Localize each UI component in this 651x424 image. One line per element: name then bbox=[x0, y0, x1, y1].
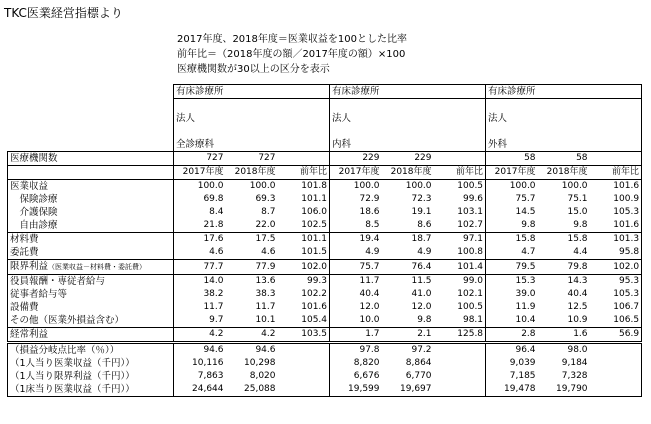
row-label bbox=[8, 328, 174, 343]
value-cell: 40.4 bbox=[567, 289, 588, 299]
value-cell bbox=[278, 357, 330, 370]
value-cell: 4.2 bbox=[226, 328, 278, 343]
column-header: 2018年度 bbox=[538, 166, 590, 180]
row-label-text: 医業収益 bbox=[10, 181, 49, 192]
value-cell: 1.6 bbox=[538, 328, 590, 343]
count-row bbox=[8, 152, 642, 166]
row-label-text: 限界利益 bbox=[10, 261, 49, 272]
column-header: 2017年度 bbox=[486, 166, 538, 180]
row-label bbox=[8, 357, 174, 370]
value-cell: 7,328 bbox=[561, 371, 588, 381]
row-label-text: 設備費 bbox=[10, 302, 39, 313]
value-cell: 2.8 bbox=[486, 328, 538, 343]
row-label-note: （医業収益－材料費・委託費） bbox=[48, 263, 147, 271]
value-cell: 6,770 bbox=[405, 371, 432, 381]
column-header: 前年比 bbox=[590, 166, 642, 180]
spacer-cell bbox=[330, 125, 486, 138]
value-cell bbox=[278, 370, 330, 383]
group-corp-header: 法人 bbox=[174, 112, 330, 125]
value-cell: 15.8 bbox=[486, 233, 538, 247]
table-row bbox=[8, 193, 642, 206]
value-cell: 75.7 bbox=[330, 260, 382, 275]
value-cell: 100.0 bbox=[330, 180, 382, 194]
value-cell bbox=[590, 370, 642, 383]
header-spacer-row bbox=[8, 125, 642, 138]
table-row bbox=[8, 260, 642, 275]
value-cell: 10,298 bbox=[244, 358, 276, 368]
value-cell: 105.3 bbox=[590, 206, 642, 219]
value-cell: 18.6 bbox=[330, 206, 382, 219]
value-cell: 8.5 bbox=[330, 219, 382, 233]
value-cell: 125.8 bbox=[434, 328, 486, 343]
value-cell: 98.1 bbox=[434, 314, 486, 328]
value-cell: 14.3 bbox=[567, 276, 588, 286]
spacer-cell bbox=[486, 99, 642, 113]
value-cell bbox=[590, 357, 642, 370]
value-cell: 56.9 bbox=[590, 328, 642, 343]
header-spacer-row bbox=[8, 99, 642, 113]
value-cell: 101.1 bbox=[301, 194, 328, 204]
row-label bbox=[8, 233, 174, 247]
value-cell: 101.1 bbox=[301, 234, 328, 244]
column-header-row bbox=[8, 166, 642, 180]
column-header: 2018年度 bbox=[382, 166, 434, 180]
row-label-text: 自由診療 bbox=[10, 220, 58, 231]
value-cell: 11.5 bbox=[411, 276, 432, 286]
value-cell: 15.0 bbox=[567, 207, 588, 217]
value-cell: 100.8 bbox=[434, 246, 486, 260]
value-cell: 101.5 bbox=[278, 246, 330, 260]
value-cell: 8,820 bbox=[330, 357, 382, 370]
value-cell: 10.0 bbox=[330, 314, 382, 328]
value-cell: 106.7 bbox=[590, 301, 642, 314]
row-label-text: 委託費 bbox=[10, 247, 39, 258]
value-cell: 96.4 bbox=[486, 343, 538, 358]
value-cell: 9.8 bbox=[382, 314, 434, 328]
value-cell: 94.6 bbox=[174, 343, 226, 358]
value-cell: 103.1 bbox=[457, 207, 484, 217]
value-cell: 102.0 bbox=[590, 260, 642, 275]
value-cell: 106.0 bbox=[301, 207, 328, 217]
value-cell: 10.9 bbox=[538, 314, 590, 328]
value-cell: 100.0 bbox=[486, 180, 538, 194]
value-cell: 100.5 bbox=[457, 181, 484, 191]
spacer-cell bbox=[486, 125, 642, 138]
value-cell: 76.4 bbox=[382, 260, 434, 275]
value-cell: 101.8 bbox=[301, 181, 328, 191]
count-cell: 58 bbox=[538, 152, 590, 166]
group-type-header: 有床診療所 bbox=[486, 85, 642, 99]
value-cell: 106.5 bbox=[590, 314, 642, 328]
corner-cell bbox=[8, 125, 174, 138]
row-label bbox=[8, 288, 174, 301]
value-cell: 101.6 bbox=[590, 180, 642, 194]
value-cell bbox=[434, 343, 486, 358]
count-cell: 727 bbox=[226, 152, 278, 166]
value-cell: 95.8 bbox=[590, 246, 642, 260]
value-cell: 40.4 bbox=[330, 288, 382, 301]
value-cell: 13.6 bbox=[255, 276, 276, 286]
value-cell: 99.6 bbox=[462, 194, 484, 204]
value-cell: 99.0 bbox=[462, 276, 484, 286]
value-cell: 77.7 bbox=[174, 260, 226, 275]
value-cell: 72.3 bbox=[411, 194, 432, 204]
count-cell: 229 bbox=[382, 152, 434, 166]
value-cell: 79.5 bbox=[486, 260, 538, 275]
value-cell: 8.7 bbox=[261, 207, 276, 217]
row-label-text: その他（医業外損益含む） bbox=[10, 315, 125, 326]
value-cell: 77.9 bbox=[226, 260, 278, 275]
note-ratio: 2017年度、2018年度＝医業収益を100とした比率 bbox=[177, 34, 407, 45]
value-cell: 100.0 bbox=[405, 181, 432, 191]
row-label bbox=[8, 260, 174, 275]
value-cell: 15.3 bbox=[486, 275, 538, 289]
value-cell: 102.5 bbox=[278, 219, 330, 233]
row-label-text: 従事者給与等 bbox=[10, 289, 68, 300]
value-cell: 38.3 bbox=[255, 289, 276, 299]
corner-cell bbox=[8, 166, 174, 180]
value-cell bbox=[278, 343, 330, 358]
value-cell: 4.6 bbox=[226, 246, 278, 260]
value-cell bbox=[434, 370, 486, 383]
value-cell: 14.5 bbox=[486, 206, 538, 219]
value-cell: 1.7 bbox=[330, 328, 382, 343]
spacer-cell bbox=[174, 99, 330, 113]
value-cell: 8,864 bbox=[405, 358, 432, 368]
value-cell: 102.1 bbox=[457, 289, 484, 299]
group-dept-header: 全診療科 bbox=[174, 138, 330, 152]
row-label-text: （1床当り医業収益（千円）） bbox=[10, 384, 135, 395]
value-cell: 4.2 bbox=[174, 328, 226, 343]
value-cell: 14.0 bbox=[174, 275, 226, 289]
row-label-text: 保険診療 bbox=[10, 194, 58, 205]
corner-cell bbox=[8, 85, 174, 99]
value-cell: 94.6 bbox=[255, 345, 276, 355]
header-type-row bbox=[8, 85, 642, 99]
row-label: 医療機関数 bbox=[8, 152, 174, 166]
value-cell: 19,599 bbox=[330, 383, 382, 397]
row-label-text: （1人当り医業収益（千円）） bbox=[10, 358, 135, 369]
value-cell: 97.1 bbox=[462, 234, 484, 244]
value-cell: 102.2 bbox=[301, 289, 328, 299]
value-cell: 101.6 bbox=[301, 302, 328, 312]
value-cell: 8.4 bbox=[174, 206, 226, 219]
row-label-text: 役員報酬・専従者給与 bbox=[10, 276, 106, 287]
value-cell: 24,644 bbox=[174, 383, 226, 397]
group-type-header: 有床診療所 bbox=[174, 85, 330, 99]
spacer-cell bbox=[330, 99, 486, 113]
value-cell: 97.8 bbox=[330, 343, 382, 358]
table-row bbox=[8, 370, 642, 383]
row-label bbox=[8, 180, 174, 194]
value-cell: 4.7 bbox=[486, 246, 538, 260]
table-row bbox=[8, 343, 642, 358]
value-cell: 102.0 bbox=[278, 260, 330, 275]
value-cell: 97.2 bbox=[411, 345, 432, 355]
value-cell: 10.4 bbox=[486, 314, 538, 328]
value-cell: 12.0 bbox=[330, 301, 382, 314]
value-cell bbox=[278, 383, 330, 397]
column-header: 2017年度 bbox=[174, 166, 226, 180]
row-label-text: （損益分岐点比率（％）） bbox=[10, 345, 120, 356]
value-cell: 10,116 bbox=[174, 357, 226, 370]
column-header: 前年比 bbox=[278, 166, 330, 180]
value-cell bbox=[434, 383, 486, 397]
value-cell: 105.3 bbox=[590, 288, 642, 301]
table-row bbox=[8, 233, 642, 247]
row-label bbox=[8, 193, 174, 206]
note-yoy: 前年比＝（2018年度の額／2017年度の額）×100 bbox=[177, 49, 406, 60]
row-label bbox=[8, 383, 174, 397]
column-header: 2018年度 bbox=[226, 166, 278, 180]
value-cell: 17.5 bbox=[255, 234, 276, 244]
value-cell: 72.9 bbox=[330, 193, 382, 206]
value-cell: 25,088 bbox=[226, 383, 278, 397]
value-cell: 38.2 bbox=[174, 288, 226, 301]
count-cell bbox=[434, 152, 486, 166]
value-cell: 99.3 bbox=[306, 276, 328, 286]
value-cell: 4.6 bbox=[174, 246, 226, 260]
header-corp-row bbox=[8, 112, 642, 125]
corner-cell bbox=[8, 138, 174, 152]
value-cell: 4.9 bbox=[382, 246, 434, 260]
value-cell: 100.0 bbox=[561, 181, 588, 191]
value-cell: 103.5 bbox=[278, 328, 330, 343]
table-row bbox=[8, 328, 642, 343]
value-cell: 22.0 bbox=[226, 219, 278, 233]
value-cell bbox=[590, 383, 642, 397]
row-label bbox=[8, 275, 174, 289]
value-cell: 17.6 bbox=[174, 233, 226, 247]
count-cell bbox=[278, 152, 330, 166]
value-cell: 6,676 bbox=[330, 370, 382, 383]
table-row bbox=[8, 246, 642, 260]
row-label-text: 介護保険 bbox=[10, 207, 58, 218]
value-cell: 69.8 bbox=[174, 193, 226, 206]
row-label bbox=[8, 301, 174, 314]
value-cell: 69.3 bbox=[255, 194, 276, 204]
column-header: 前年比 bbox=[434, 166, 486, 180]
row-label bbox=[8, 219, 174, 233]
value-cell: 19,790 bbox=[538, 383, 590, 397]
value-cell: 75.7 bbox=[486, 193, 538, 206]
value-cell: 100.0 bbox=[249, 181, 276, 191]
row-label bbox=[8, 206, 174, 219]
value-cell: 7,185 bbox=[486, 370, 538, 383]
value-cell: 9.8 bbox=[486, 219, 538, 233]
value-cell: 7,863 bbox=[174, 370, 226, 383]
value-cell: 4.4 bbox=[538, 246, 590, 260]
value-cell: 11.7 bbox=[174, 301, 226, 314]
row-label-text: 経常利益 bbox=[10, 329, 49, 340]
value-cell: 102.7 bbox=[434, 219, 486, 233]
value-cell: 9.8 bbox=[538, 219, 590, 233]
value-cell: 8.6 bbox=[382, 219, 434, 233]
value-cell: 21.8 bbox=[174, 219, 226, 233]
value-cell: 9,184 bbox=[561, 358, 588, 368]
table-row bbox=[8, 275, 642, 289]
value-cell: 9,039 bbox=[486, 357, 538, 370]
value-cell: 4.9 bbox=[330, 246, 382, 260]
value-cell: 11.7 bbox=[255, 302, 276, 312]
corner-cell bbox=[8, 99, 174, 113]
value-cell: 41.0 bbox=[411, 289, 432, 299]
value-cell: 101.6 bbox=[590, 219, 642, 233]
value-cell: 15.8 bbox=[567, 234, 588, 244]
table-row bbox=[8, 219, 642, 233]
value-cell bbox=[434, 357, 486, 370]
row-label bbox=[8, 370, 174, 383]
row-label-text: 材料費 bbox=[10, 234, 39, 245]
column-header: 2017年度 bbox=[330, 166, 382, 180]
value-cell: 39.0 bbox=[486, 288, 538, 301]
row-label bbox=[8, 343, 174, 358]
table-row bbox=[8, 314, 642, 328]
group-corp-header: 法人 bbox=[330, 112, 486, 125]
value-cell: 101.4 bbox=[434, 260, 486, 275]
header-dept-row bbox=[8, 138, 642, 152]
group-dept-header: 内科 bbox=[330, 138, 486, 152]
row-label bbox=[8, 246, 174, 260]
table-row bbox=[8, 180, 642, 194]
value-cell: 12.0 bbox=[411, 302, 432, 312]
count-cell: 229 bbox=[330, 152, 382, 166]
table-row bbox=[8, 383, 642, 397]
value-cell: 19,478 bbox=[486, 383, 538, 397]
note-filter: 医療機関数が30以上の区分を表示 bbox=[177, 64, 330, 75]
indicator-table bbox=[7, 84, 642, 397]
value-cell: 11.7 bbox=[330, 275, 382, 289]
value-cell: 19.1 bbox=[411, 207, 432, 217]
value-cell bbox=[590, 343, 642, 358]
count-cell: 727 bbox=[174, 152, 226, 166]
count-cell bbox=[590, 152, 642, 166]
value-cell: 19,697 bbox=[382, 383, 434, 397]
value-cell: 101.3 bbox=[590, 233, 642, 247]
value-cell: 100.0 bbox=[174, 180, 226, 194]
value-cell: 18.7 bbox=[411, 234, 432, 244]
group-dept-header: 外科 bbox=[486, 138, 642, 152]
value-cell: 11.9 bbox=[486, 301, 538, 314]
value-cell: 100.9 bbox=[590, 193, 642, 206]
group-type-header: 有床診療所 bbox=[330, 85, 486, 99]
table-row bbox=[8, 206, 642, 219]
value-cell: 2.1 bbox=[382, 328, 434, 343]
row-label bbox=[8, 314, 174, 328]
count-cell: 58 bbox=[486, 152, 538, 166]
value-cell: 10.1 bbox=[226, 314, 278, 328]
value-cell: 98.0 bbox=[567, 345, 588, 355]
value-cell: 19.4 bbox=[330, 233, 382, 247]
page-title: TKC医業経営指標より bbox=[4, 6, 123, 20]
value-cell: 95.3 bbox=[590, 275, 642, 289]
value-cell: 79.8 bbox=[538, 260, 590, 275]
table-row bbox=[8, 301, 642, 314]
table-row bbox=[8, 288, 642, 301]
value-cell: 9.7 bbox=[174, 314, 226, 328]
spacer-cell bbox=[174, 125, 330, 138]
value-cell: 8,020 bbox=[249, 371, 276, 381]
value-cell: 12.5 bbox=[567, 302, 588, 312]
group-corp-header: 法人 bbox=[486, 112, 642, 125]
value-cell: 105.4 bbox=[278, 314, 330, 328]
table-row bbox=[8, 357, 642, 370]
value-cell: 100.5 bbox=[457, 302, 484, 312]
corner-cell bbox=[8, 112, 174, 125]
value-cell: 75.1 bbox=[567, 194, 588, 204]
row-label-text: （1人当り限界利益（千円）） bbox=[10, 371, 135, 382]
